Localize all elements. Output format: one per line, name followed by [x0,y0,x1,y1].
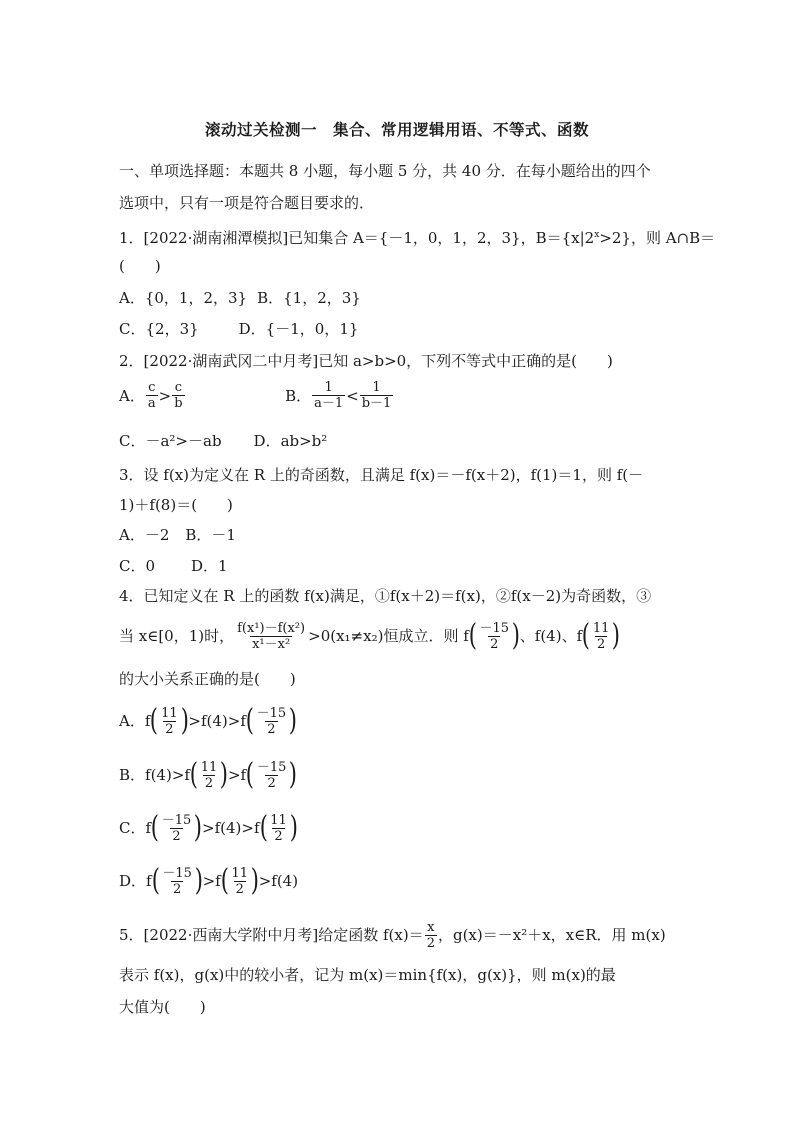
q3-option-b[interactable]: B．－1 [185,526,236,544]
q1-stem-line2: ( ) [119,257,161,275]
q2-option-c[interactable]: C．－a²>－ab [119,432,222,450]
q2-b-frac1: $\frac{1}{a-1}$ [314,380,344,411]
q3-option-c[interactable]: C．0 [119,557,156,575]
q5-stem-line1: 5．[2022·西南大学附中月考]给定函数 f(x)＝ $\frac{x}{2}$ ，g(x)＝－x²＋x，x∈R．用 m(x) [119,919,666,951]
q2-a-frac2: $\frac{c}{b}$ [174,380,183,411]
q2-stem: 2．[2022·湖南武冈二中月考]已知 a>b>0，下列不等式中正确的是( ) [119,352,613,370]
q1-option-c[interactable]: C．{2，3} [119,320,199,338]
q4-stem-line3: 的大小关系正确的是( ) [119,670,296,688]
q5-stem-line2: 表示 f(x)，g(x)中的较小者，记为 m(x)＝min{f(x)，g(x)}，则 m(x)的最 [119,966,616,984]
q5-stem-line3: 大值为( ) [119,998,206,1016]
q1-option-d[interactable]: D．{－1，0，1} [238,320,359,338]
q2-option-b[interactable]: B． $\frac{1}{a-1}$ < $\frac{1}{b-1}$ [285,380,392,411]
q3-stem-line1: 3．设 f(x)为定义在 R 上的奇函数，且满足 f(x)＝－f(x＋2)，f(1)＝1，则 f(－ [119,466,644,484]
q3-option-d[interactable]: D．1 [191,557,228,575]
q2-options-row1 [119,380,394,411]
section-instruction-line1: 一、单项选择题：本题共 8 小题，每小题 5 分，共 40 分．在每小题给出的四个 [119,162,651,180]
q4-stem-line1: 4．已知定义在 R 上的函数 f(x)满足，①f(x＋2)＝f(x)，②f(x－2)为奇函数，③ [119,587,652,605]
q4-stem-line2: 当 x∈[0，1)时， $\frac{\text{f(x¹)－f(x²)}}{\text{x¹－x²}}$ >0(x₁≠x₂)恒成立．则 f ( $\frac{-15}{2}$ ) 、f(4)、f ( $\frac{11}{2}$ ) [119,618,621,653]
page-title: 滚动过关检测一 集合、常用逻辑用语、不等式、函数 [204,120,589,139]
q4-option-d[interactable]: D． f ( $\frac{-15}{2}$ ) > f ( $\frac{11}{2}$ ) > f(4) [119,863,299,898]
q4-option-b[interactable]: B． f(4) > f ( $\frac{11}{2}$ ) > f ( $\frac{-15}{2}$ ) [119,757,298,792]
q3-stem-line2: 1)＋f(8)＝( ) [119,496,233,514]
q1-options-row2 [119,318,358,340]
q4-option-a[interactable]: A． f ( $\frac{11}{2}$ ) > f(4) > f ( $\frac{-15}{2}$ ) [119,703,298,738]
q2-option-a[interactable]: A． $\frac{c}{a}$ > $\frac{c}{b}$ [119,380,183,411]
q3-options-row1 [119,524,236,546]
q2-a-frac1: $\frac{c}{a}$ [147,380,156,411]
q1-option-a[interactable]: A．{0，1，2，3} [119,289,248,307]
q1-option-b[interactable]: B．{1，2，3} [257,289,361,307]
q4-option-c[interactable]: C． f ( $\frac{-15}{2}$ ) > f(4) > f ( $\frac{11}{2}$ ) [119,810,298,845]
q3-option-a[interactable]: A．－2 [119,526,170,544]
q1-stem-line1: 1．[2022·湖南湘潭模拟]已知集合 A＝{－1，0，1，2，3}，$B=\{x|2^x>2\}$，则 A∩B＝ [119,229,716,247]
q2-options-row2 [119,430,327,452]
q4-value-frac2: $\frac{11}{2}$ [592,620,610,652]
q2-option-d[interactable]: D．ab>b² [253,432,328,450]
q4-value-frac1: $\frac{-15}{2}$ [479,620,510,652]
section-instruction-line2: 选项中，只有一项是符合题目要求的． [119,194,375,212]
q4-condition-frac: $\frac{\text{f(x¹)－f(x²)}}{\text{x¹－x²}}$ [237,620,306,652]
q5-frac: $\frac{x}{2}$ [426,919,435,951]
q1-options-row1 [119,287,361,309]
q2-b-frac2: $\frac{1}{b-1}$ [361,380,392,411]
q3-options-row2 [119,555,228,577]
